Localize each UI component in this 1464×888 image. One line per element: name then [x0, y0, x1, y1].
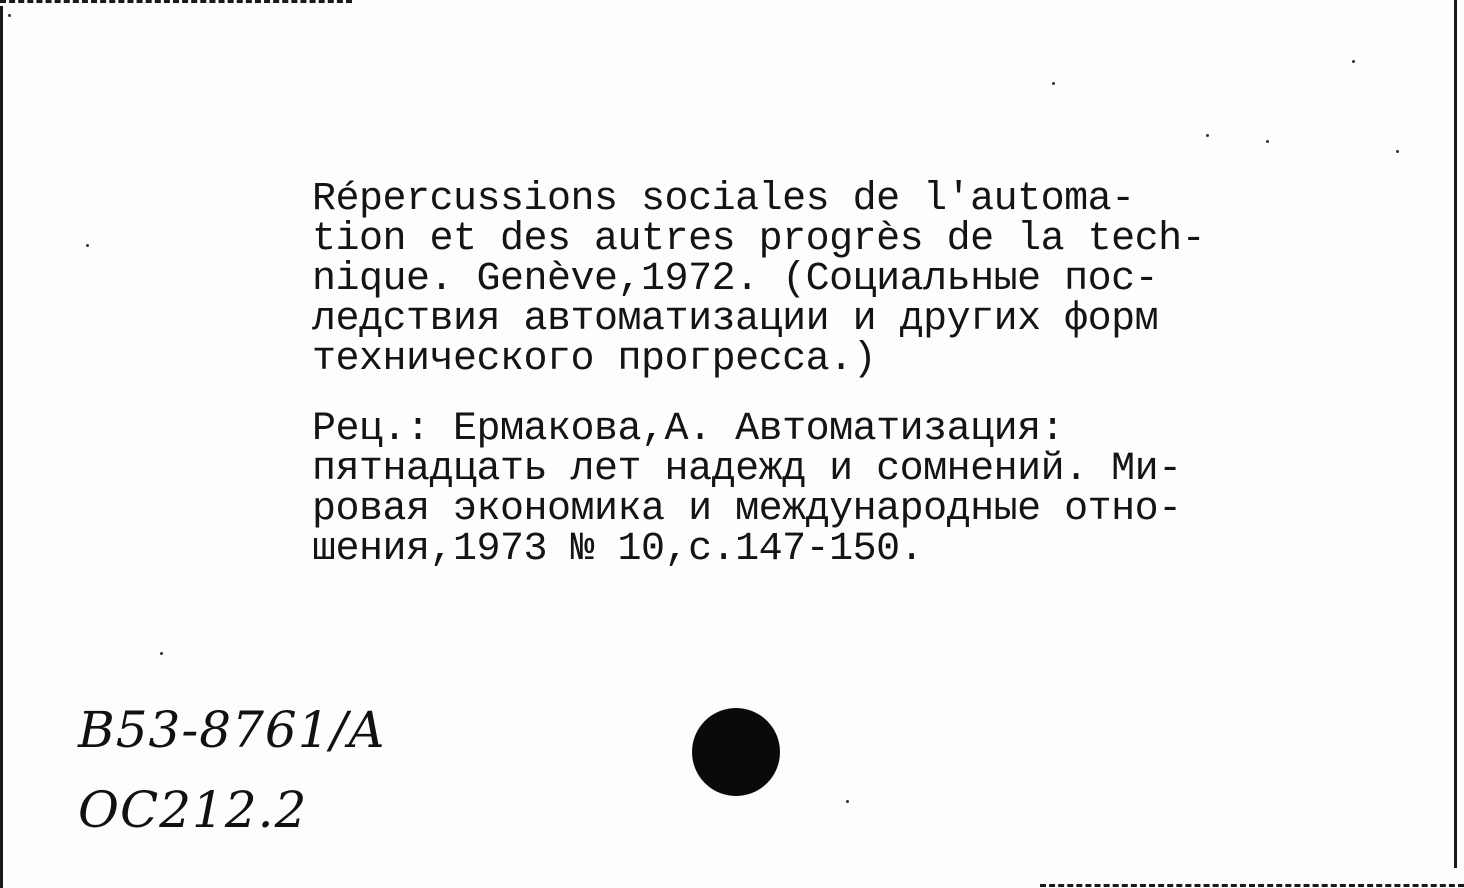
text-line: ровая экономика и международные отно-: [312, 487, 1182, 532]
dust-speck: [1266, 140, 1269, 143]
title-paragraph: [312, 177, 1442, 382]
text-line: Répercussions sociales de l'automa-: [312, 177, 1135, 222]
card-left-edge: [0, 6, 3, 888]
card-bottom-edge: [1040, 884, 1464, 887]
dust-speck: [1206, 134, 1209, 137]
dust-speck: [846, 800, 849, 803]
card-top-edge: [0, 0, 352, 3]
review-paragraph: [312, 407, 1442, 572]
text-line: пятнадцать лет надежд и сомнений. Ми-: [312, 447, 1182, 492]
classification-code: OC212.2: [78, 781, 308, 839]
dust-speck: [1052, 82, 1055, 85]
card-right-edge: [1454, 0, 1457, 868]
bibliographic-entry: [312, 177, 1442, 572]
dust-speck: [1352, 60, 1355, 63]
text-line: Рец.: Ермакова,А. Автоматизация:: [312, 407, 1065, 452]
punch-hole: [692, 708, 780, 796]
text-line: шения,1973 № 10,с.147-150.: [312, 527, 924, 572]
text-line: технического прогресса.): [312, 337, 877, 382]
handwritten-shelf-mark: [78, 690, 385, 850]
text-line: ледствия автоматизации и других форм: [312, 297, 1159, 342]
text-line: nique. Genève,1972. (Социальные пос-: [312, 257, 1159, 302]
text-line: tion et des autres progrès de la tech-: [312, 217, 1206, 262]
dust-speck: [1396, 150, 1399, 153]
dust-speck: [160, 652, 163, 655]
dust-speck: [8, 14, 11, 17]
dust-speck: [86, 244, 89, 247]
shelf-code: B53-8761/A: [78, 701, 386, 759]
